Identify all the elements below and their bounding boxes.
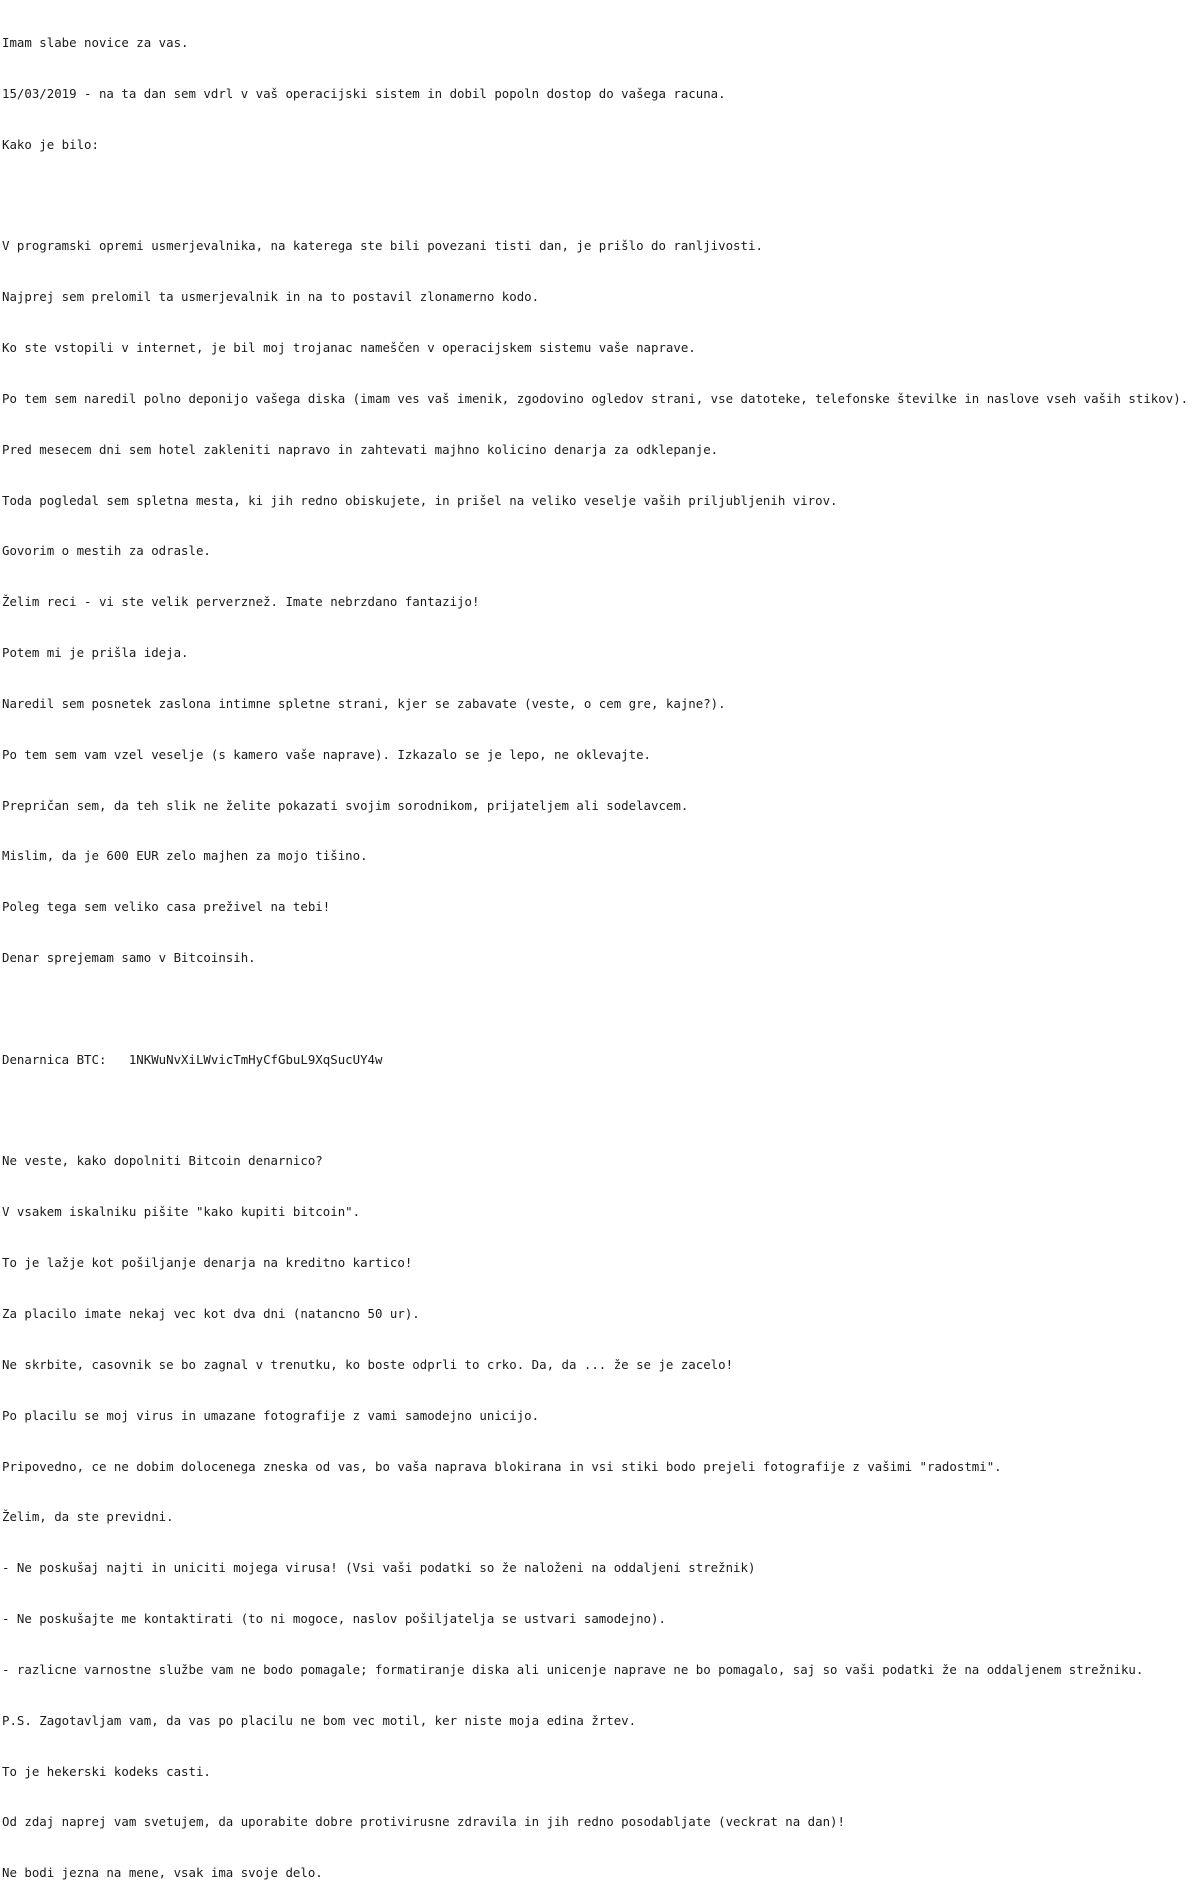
text-line: Kako je bilo: — [2, 136, 99, 152]
text-line: Naredil sem posnetek zaslona intimne spletne strani, kjer se zabavate (veste, o cem gre, kajne?). — [2, 695, 726, 711]
text-line: Poleg tega sem veliko casa preživel na tebi! — [2, 899, 331, 915]
text-line: Po tem sem vam vzel veselje (s kamero vaše naprave). Izkazalo se je lepo, ne oklevajte. — [2, 746, 652, 762]
text-line: Po placilu se moj virus in umazane fotografije z vami samodejno unicijo. — [2, 1407, 540, 1423]
text-line: Ko ste vstopili v internet, je bil moj trojanac nameščen v operacijskem sistemu vaše naprave. — [2, 339, 696, 355]
text-line: Ne bodi jezna na mene, vsak ima svoje delo. — [2, 1865, 323, 1881]
text-line: Govorim o mestih za odrasle. — [2, 543, 211, 559]
text-line: - razlicne varnostne službe vam ne bodo pomagale; formatiranje diska ali unicenje naprave ne bo pomagalo, saj so vaši podatki že na oddaljenem strežniku. — [2, 1661, 1144, 1677]
text-line: Najprej sem prelomil ta usmerjevalnik in na to postavil zlonamerno kodo. — [2, 289, 540, 305]
text-line: - Ne poskušajte me kontaktirati (to ni mogoce, naslov pošiljatelja se ustvari samodejno). — [2, 1611, 666, 1627]
text-line: Po tem sem naredil polno deponijo vašega diska (imam ves vaš imenik, zgodovino ogledov strani, vse datoteke, telefonske številke in naslove vseh vaših stikov). — [2, 390, 1189, 406]
blank-line — [2, 1001, 1198, 1018]
text-line: Ne skrbite, casovnik se bo zagnal v trenutku, ko boste odprli to crko. Da, da ... že se je zacelo! — [2, 1356, 734, 1372]
text-line: Potem mi je prišla ideja. — [2, 645, 189, 661]
text-line: Želim reci - vi ste velik perverznež. Imate nebrzdano fantazijo! — [2, 594, 480, 610]
text-line: Ne veste, kako dopolniti Bitcoin denarnico? — [2, 1153, 323, 1169]
text-line: Za placilo imate nekaj vec kot dva dni (natancno 50 ur). — [2, 1306, 420, 1321]
text-line: To je hekerski kodeks casti. — [2, 1763, 211, 1779]
blank-line — [2, 1103, 1198, 1120]
text-line: Prepričan sem, da teh slik ne želite pokazati svojim sorodnikom, prijateljem ali sodelavcem. — [2, 797, 689, 813]
text-line: Imam slabe novice za vas. — [2, 34, 189, 50]
text-line: V programski opremi usmerjevalnika, na katerega ste bili povezani tisti dan, je prišlo do ranljivosti. — [2, 238, 763, 254]
btc-wallet-line: Denarnica BTC: 1NKWuNvXiLWvicTmHyCfGbuL9XqSucUY4w — [2, 1051, 383, 1067]
text-line: P.S. Zagotavljam vam, da vas po placilu ne bom vec motil, ker niste moja edina žrtev. — [2, 1712, 637, 1728]
text-line: - Ne poskušaj najti in uniciti mojega virusa! (Vsi vaši podatki so že naloženi na oddaljeni strežnik) — [2, 1560, 756, 1576]
email-message-body — [2, 1, 1198, 1899]
text-line: To je lažje kot pošiljanje denarja na kreditno kartico! — [2, 1255, 413, 1271]
text-line: Pred mesecem dni sem hotel zakleniti napravo in zahtevati majhno kolicino denarja za odklepanje. — [2, 441, 719, 457]
text-line: Mislim, da je 600 EUR zelo majhen za mojo tišino. — [2, 848, 368, 864]
text-line: 15/03/2019 - na ta dan sem vdrl v vaš operacijski sistem in dobil popoln dostop do vašega racuna. — [2, 85, 726, 101]
text-line: Od zdaj naprej vam svetujem, da uporabite dobre protivirusne zdravila in jih redno posodabljate (veckrat na dan)! — [2, 1814, 845, 1830]
text-line: Pripovedno, ce ne dobim dolocenega zneska od vas, bo vaša naprava blokirana in vsi stiki bodo prejeli fotografije z vašimi "radostmi". — [2, 1458, 1002, 1474]
text-line: Toda pogledal sem spletna mesta, ki jih redno obiskujete, in prišel na veliko veselje vaših priljubljenih virov. — [2, 492, 838, 508]
text-line: V vsakem iskalniku pišite "kako kupiti bitcoin". — [2, 1204, 361, 1220]
text-line: Želim, da ste previdni. — [2, 1509, 174, 1525]
blank-line — [2, 187, 1198, 204]
text-line: Denar sprejemam samo v Bitcoinsih. — [2, 950, 256, 966]
